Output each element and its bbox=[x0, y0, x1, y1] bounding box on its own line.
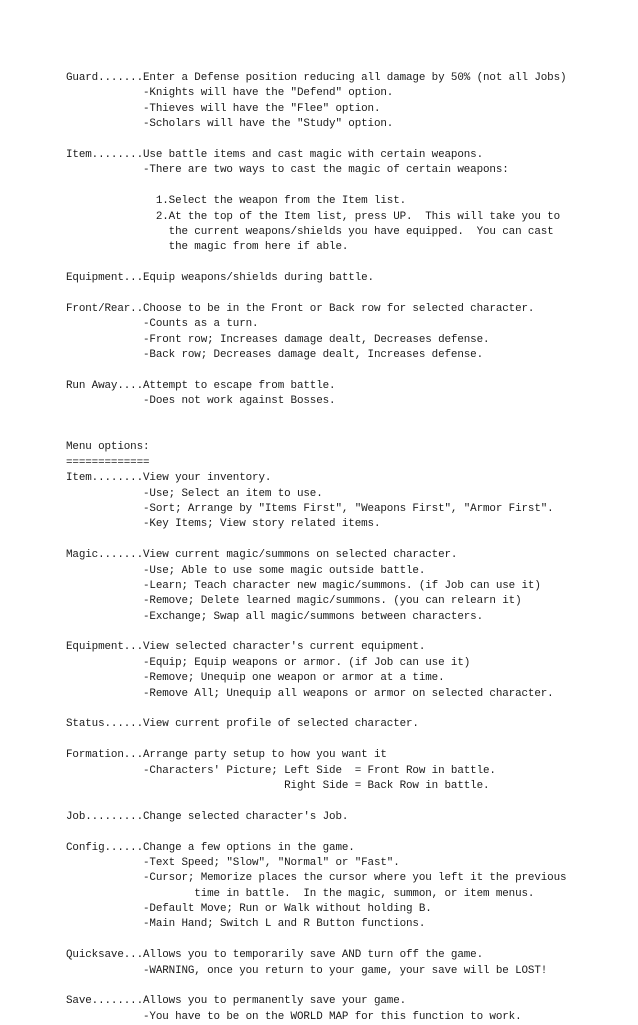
text-line: -Characters' Picture; Left Side = Front Row in battle. bbox=[66, 764, 496, 777]
text-line: Guard.......Enter a Defense position reducing all damage by 50% (not all Jobs) bbox=[66, 72, 567, 84]
document-page bbox=[66, 71, 626, 1025]
text-line: Item........Use battle items and cast magic with certain weapons. bbox=[66, 148, 484, 161]
text-line: Front/Rear..Choose to be in the Front or Back row for selected character. bbox=[66, 302, 535, 315]
text-line: Job.........Change selected character's Job. bbox=[66, 810, 349, 823]
text-line: -Exchange; Swap all magic/summons between characters. bbox=[66, 610, 484, 623]
text-line: -Main Hand; Switch L and R Button functions. bbox=[66, 918, 426, 931]
blank-line bbox=[66, 286, 626, 301]
blank-line bbox=[66, 825, 626, 840]
text-line: Quicksave...Allows you to temporarily save AND turn off the game. bbox=[66, 949, 484, 962]
text-line: time in battle. In the magic, summon, or item menus. bbox=[66, 887, 535, 900]
blank-line bbox=[66, 979, 626, 994]
text-line: -Equip; Equip weapons or armor. (if Job can use it) bbox=[66, 656, 471, 669]
text-line: -WARNING, once you return to your game, your save will be LOST! bbox=[66, 964, 548, 977]
text-line: -Cursor; Memorize places the cursor where you left it the previous bbox=[66, 872, 567, 885]
blank-line bbox=[66, 933, 626, 948]
text-line: Run Away....Attempt to escape from battle. bbox=[66, 379, 336, 392]
text-line: Right Side = Back Row in battle. bbox=[66, 779, 490, 792]
blank-line bbox=[66, 410, 626, 425]
text-line: -Counts as a turn. bbox=[66, 318, 259, 331]
text-line: -Remove All; Unequip all weapons or armor on selected character. bbox=[66, 687, 554, 700]
text-line: the magic from here if able. bbox=[66, 241, 349, 254]
text-line: -Scholars will have the "Study" option. bbox=[66, 118, 394, 131]
text-line: Status......View current profile of selected character. bbox=[66, 718, 419, 731]
text-line: -There are two ways to cast the magic of certain weapons: bbox=[66, 164, 509, 177]
text-line: -Use; Select an item to use. bbox=[66, 487, 323, 500]
text-line: -Text Speed; "Slow", "Normal" or "Fast". bbox=[66, 856, 400, 869]
blank-line bbox=[66, 256, 626, 271]
blank-line bbox=[66, 363, 626, 378]
text-line: -Learn; Teach character new magic/summons. (if Job can use it) bbox=[66, 579, 541, 592]
text-line: -Use; Able to use some magic outside battle. bbox=[66, 564, 426, 577]
text-line: -Default Move; Run or Walk without holding B. bbox=[66, 903, 432, 916]
text-line: -You have to be on the WORLD MAP for this function to work. bbox=[66, 1010, 522, 1023]
text-line: Equipment...Equip weapons/shields during battle. bbox=[66, 272, 374, 285]
text-line: Config......Change a few options in the game. bbox=[66, 841, 355, 854]
blank-line bbox=[66, 533, 626, 548]
blank-line bbox=[66, 133, 626, 148]
text-line: -Knights will have the "Defend" option. bbox=[66, 87, 394, 100]
blank-line bbox=[66, 625, 626, 640]
text-line: -Does not work against Bosses. bbox=[66, 395, 336, 408]
blank-line bbox=[66, 179, 626, 194]
blank-line bbox=[66, 702, 626, 717]
text-line: Menu options: bbox=[66, 441, 150, 454]
text-line: -Remove; Unequip one weapon or armor at a time. bbox=[66, 672, 445, 685]
text-line: -Thieves will have the "Flee" option. bbox=[66, 102, 381, 115]
text-line: Equipment...View selected character's current equipment. bbox=[66, 641, 426, 654]
text-line: -Key Items; View story related items. bbox=[66, 518, 381, 531]
text-line: -Back row; Decreases damage dealt, Increases defense. bbox=[66, 349, 484, 362]
text-line: -Remove; Delete learned magic/summons. (you can relearn it) bbox=[66, 595, 522, 608]
text-line: 2.At the top of the Item list, press UP. This will take you to bbox=[66, 210, 560, 223]
text-line: the current weapons/shields you have equipped. You can cast bbox=[66, 225, 554, 238]
text-line: -Front row; Increases damage dealt, Decreases defense. bbox=[66, 333, 490, 346]
text-line: ============= bbox=[66, 456, 150, 469]
text-line: Formation...Arrange party setup to how you want it bbox=[66, 749, 387, 762]
text-line: 1.Select the weapon from the Item list. bbox=[66, 195, 407, 208]
text-line: Item........View your inventory. bbox=[66, 472, 272, 485]
text-line: -Sort; Arrange by "Items First", "Weapons First", "Armor First". bbox=[66, 502, 554, 515]
blank-line bbox=[66, 794, 626, 809]
blank-line bbox=[66, 733, 626, 748]
text-line: Magic.......View current magic/summons on selected character. bbox=[66, 549, 458, 562]
blank-line bbox=[66, 425, 626, 440]
text-line: Save........Allows you to permanently save your game. bbox=[66, 995, 407, 1008]
